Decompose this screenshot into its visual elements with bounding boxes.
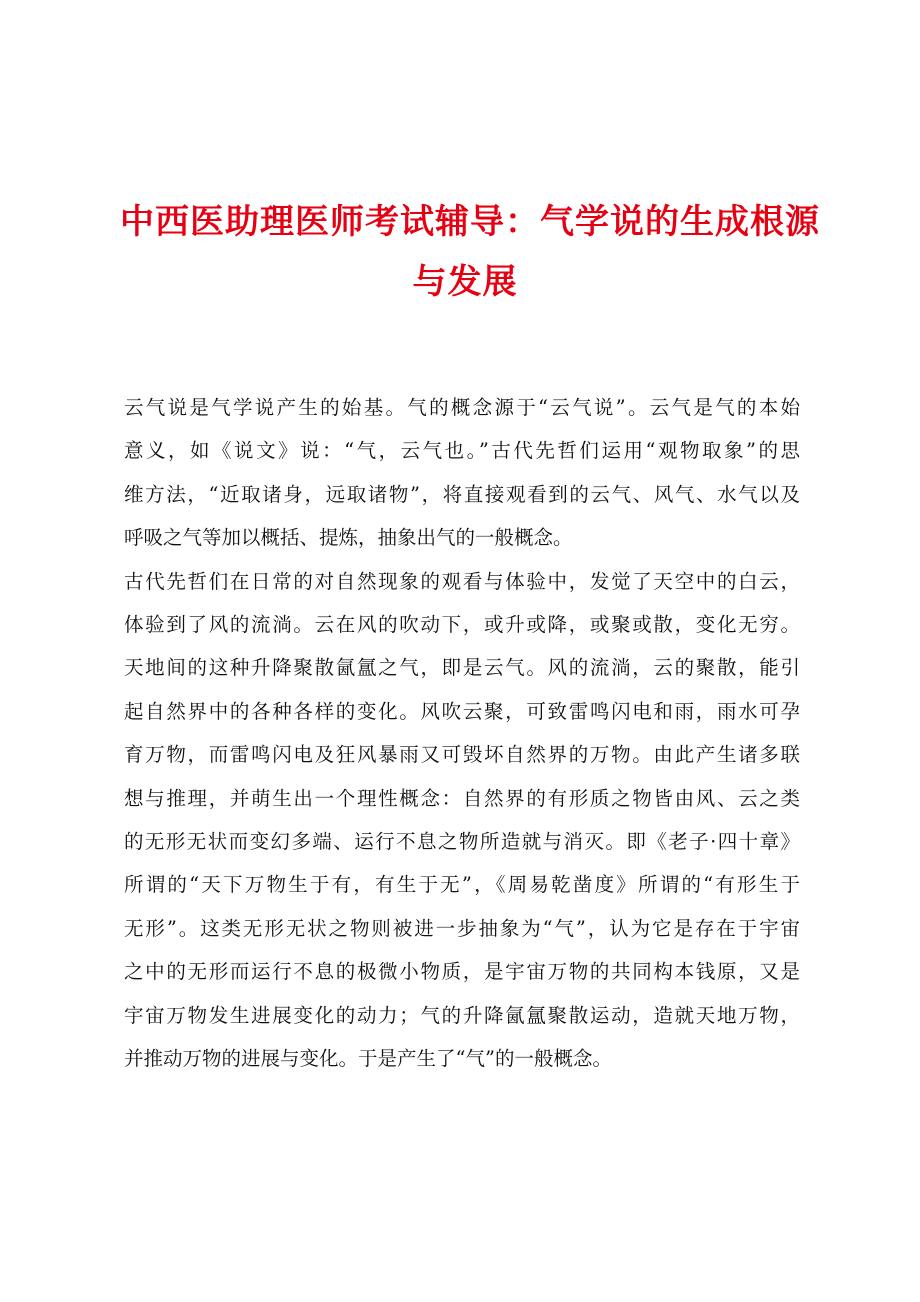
document-title [120,192,820,312]
paragraph-line: 宇宙万物发生进展变化的动力；气的升降氤氲聚散运动，造就天地万物， [124,1003,800,1027]
title-line-1: 中西医助理医师考试辅导：气学说的生成根源 [120,202,820,242]
paragraph-line: 呼吸之气等加以概括、提炼，抽象出气的一般概念。 [124,526,573,550]
paragraph-line: 古代先哲们在日常的对自然现象的观看与体验中，发觉了天空中的白云， [124,569,800,593]
document-body [124,386,800,1081]
paragraph-1 [124,386,800,560]
paragraph-line: 云气说是气学说产生的始基。气的概念源于“云气说”。云气是气的本始 [124,396,800,419]
paragraph-line: 维方法，“近取诸身，远取诸物”，将直接观看到的云气、风气、水气以及 [124,482,800,506]
paragraph-line: 育万物，而雷鸣闪电及狂风暴雨又可毁坏自然界的万物。由此产生诸多联 [124,743,800,767]
paragraph-line: 体验到了风的流淌。云在风的吹动下，或升或降，或聚或散，变化无穷。 [124,613,800,637]
title-line-2: 与发展 [412,262,518,302]
paragraph-line: 的无形无状而变幻多端、运行不息之物所造就与消灭。即《老子·四十章》 [124,830,800,854]
paragraph-line: 无形”。这类无形无状之物则被进一步抽象为“气”，认为它是存在于宇宙 [124,916,800,940]
paragraph-line: 想与推理，并萌生出一个理性概念：自然界的有形质之物皆由风、云之类 [124,786,800,810]
paragraph-line: 并推动万物的进展与变化。于是产生了“气”的一般概念。 [124,1047,612,1071]
paragraph-line: 天地间的这种升降聚散氤氲之气，即是云气。风的流淌，云的聚散，能引 [124,656,800,680]
paragraph-2 [124,560,800,1081]
paragraph-line: 所谓的“天下万物生于有，有生于无”，《周易乾凿度》所谓的“有形生于 [124,873,800,897]
paragraph-line: 之中的无形而运行不息的极微小物质，是宇宙万物的共同构本钱原，又是 [124,960,800,984]
paragraph-line: 起自然界中的各种各样的变化。风吹云聚，可致雷鸣闪电和雨，雨水可孕 [124,699,800,723]
paragraph-line: 意义，如《说文》说：“气，云气也。”古代先哲们运用“观物取象”的思 [124,439,800,463]
